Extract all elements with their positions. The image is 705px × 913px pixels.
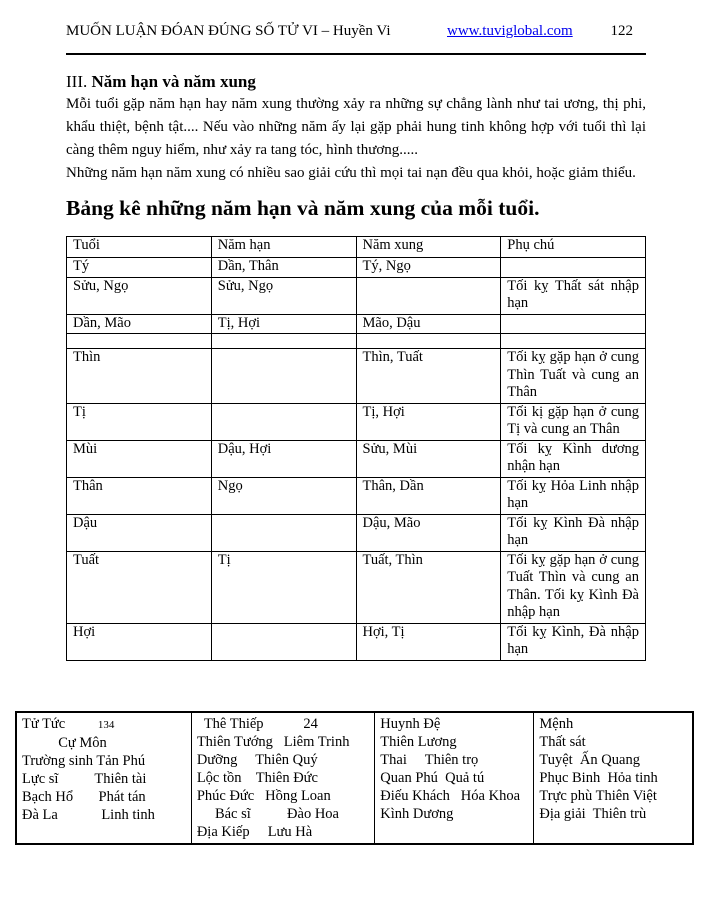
table-cell: Hợi, Tị [356, 623, 501, 660]
palace-line: Thiên Tướng Liêm Trinh [196, 734, 350, 750]
table-cell: Thìn, Tuất [356, 349, 501, 404]
header-link[interactable]: www.tuviglobal.com [447, 23, 573, 39]
palace-line: Thê Thiếp 24 [196, 716, 318, 732]
palace-table [15, 711, 694, 845]
table-cell: Tối kị gặp hạn ở cung Tị và cung an Thân [501, 403, 646, 440]
table-cell: Tị [67, 403, 212, 440]
main-table-header-row [67, 237, 646, 258]
table-cell: Mùi [67, 440, 212, 477]
table-row [67, 277, 646, 314]
palace-line: Mệnh [539, 716, 574, 732]
table-cell [211, 514, 356, 551]
column-header: Phụ chú [501, 237, 646, 258]
table-cell: Mão, Dậu [356, 314, 501, 334]
column-header: Tuổi [67, 237, 212, 258]
table-cell: Tối kỵ gặp hạn ở cung Thìn Tuất và cung an Thân [501, 349, 646, 404]
palace-line: Huynh Đệ [380, 716, 441, 732]
palace-line: Trực phù Thiên Việt [539, 788, 657, 804]
paragraph-note: Những năm hạn năm xung có nhiều sao giải cứu thì mọi tai nạn đều qua khỏi, hoặc giảm thiểu. [66, 165, 636, 181]
table-cell [211, 349, 356, 404]
palace-line: Điếu Khách Hóa Khoa [380, 788, 520, 804]
table-cell: Sửu, Mùi [356, 440, 501, 477]
palace-line: Kình Dương [380, 806, 454, 822]
table-cell [67, 334, 212, 349]
palace-line: Cự Môn [22, 735, 107, 751]
table-cell: Tý, Ngọ [356, 258, 501, 278]
palace-line: Thai Thiên trọ [380, 752, 479, 768]
palace-line: Phúc Đức Hồng Loan [196, 788, 331, 804]
table-cell: Tuất, Thìn [356, 551, 501, 623]
table-cell: Dậu, Mão [356, 514, 501, 551]
table-cell: Tý [67, 258, 212, 278]
palace-line: Bác sĩ Đào Hoa [196, 806, 339, 822]
palace-line: Thiên Lương [380, 734, 457, 750]
table-cell: Thân, Dần [356, 477, 501, 514]
palace-line: Thất sát [539, 734, 586, 750]
main-table-body [67, 258, 646, 661]
table-row [67, 623, 646, 660]
table-cell: Tối kỵ gặp hạn ở cung Tuất Thìn và cung an Thân. Tối kỵ Kình Đà nhập hạn [501, 551, 646, 623]
table-cell [356, 277, 501, 314]
palace-cell-huynh-de [375, 712, 534, 844]
table-heading: Bảng kê những năm hạn và năm xung của mỗi tuổi. [66, 196, 540, 220]
palace-line: Đà La Linh tinh [22, 807, 155, 823]
main-table [66, 236, 646, 661]
table-cell: Tối kỵ Hỏa Linh nhập hạn [501, 477, 646, 514]
table-cell: Dần, Mão [67, 314, 212, 334]
palace-line: Địa Kiếp Lưu Hà [196, 824, 313, 840]
table-cell: Tối kỵ Kình Đà nhập hạn [501, 514, 646, 551]
column-header: Năm xung [356, 237, 501, 258]
table-cell: Thìn [67, 349, 212, 404]
table-row [67, 403, 646, 440]
palace-number: 134 [97, 719, 115, 731]
table-cell: Tị, Hợi [356, 403, 501, 440]
palace-line: Lộc tồn Thiên Đức [196, 770, 318, 786]
table-cell: Sửu, Ngọ [211, 277, 356, 314]
palace-cell-menh [534, 712, 693, 844]
table-cell: Tối kỵ Kình dương nhận hạn [501, 440, 646, 477]
table-row [67, 514, 646, 551]
table-row [67, 551, 646, 623]
table-cell [211, 623, 356, 660]
palace-line: Quan Phú Quả tú [380, 770, 485, 786]
palace-line: Dưỡng Thiên Quý [196, 752, 318, 768]
palace-line: Địa giải Thiên trù [539, 806, 647, 822]
table-row [67, 314, 646, 334]
page-number: 122 [610, 23, 633, 39]
palace-row [16, 712, 693, 844]
table-row [67, 477, 646, 514]
section-numeral: III. [66, 72, 88, 91]
table-cell: Tị, Hợi [211, 314, 356, 334]
table-row [67, 258, 646, 278]
paragraph-intro: Mỗi tuổi gặp năm hạn hay năm xung thường xảy ra những sự chẳng lành như tai ương, thị phi, khẩu thiệt, bệnh tật.... Nếu vào những năm ấy lại gặp phải hung tinh không hợp với tuổi thì lại càng thêm nguy hiểm, như xảy ra tang tóc, hình thương..... [66, 96, 646, 158]
column-header: Năm hạn [211, 237, 356, 258]
table-cell: Tuất [67, 551, 212, 623]
table-cell: Dần, Thân [211, 258, 356, 278]
table-cell: Thân [67, 477, 212, 514]
table-row [67, 349, 646, 404]
table-cell: Tối kỵ Kình, Đà nhập hạn [501, 623, 646, 660]
palace-line: Phục Binh Hỏa tinh [539, 770, 658, 786]
section-title: Năm hạn và năm xung [91, 72, 256, 91]
table-cell [501, 258, 646, 278]
palace-cell-the-thiep [191, 712, 374, 844]
table-row [67, 334, 646, 349]
header-title: MUỐN LUẬN ĐÓAN ĐÚNG SỐ TỬ VI – Huyền Vi [66, 23, 391, 39]
palace-line: Tuyệt Ấn Quang [539, 752, 640, 768]
table-cell: Sửu, Ngọ [67, 277, 212, 314]
table-cell: Tị [211, 551, 356, 623]
header-rule [66, 53, 646, 55]
palace-line: Lực sĩ Thiên tài [22, 771, 147, 787]
table-cell: Dậu [67, 514, 212, 551]
table-cell [211, 403, 356, 440]
table-cell: Dậu, Hợi [211, 440, 356, 477]
table-cell [211, 334, 356, 349]
table-cell: Tối kỵ Thất sát nhập hạn [501, 277, 646, 314]
table-cell [501, 314, 646, 334]
table-cell [501, 334, 646, 349]
table-cell: Hợi [67, 623, 212, 660]
page-header [66, 22, 646, 40]
table-cell: Ngọ [211, 477, 356, 514]
palace-cell-tu-tuc [16, 712, 191, 844]
section-heading [66, 71, 646, 93]
table-row [67, 440, 646, 477]
palace-line: Tử Tức 134 [22, 716, 115, 732]
palace-line: Trường sinh Tản Phú [22, 753, 146, 769]
palace-line: Bạch Hổ Phát tán [22, 789, 146, 805]
table-cell [356, 334, 501, 349]
